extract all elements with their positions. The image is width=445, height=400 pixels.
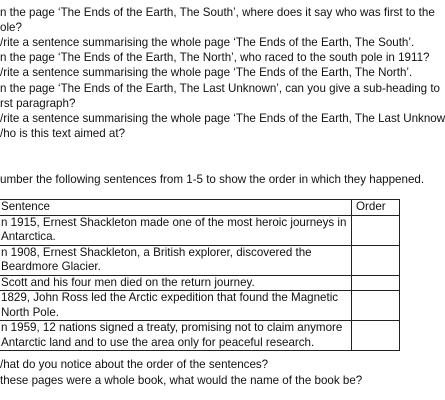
order-cell[interactable] (352, 275, 400, 291)
table-row (0, 321, 400, 351)
sentence-cell: Scott and his four men died on the return journey. (1, 275, 255, 289)
question-summarise-south: /rite a sentence summarising the whole page ‘The Ends of the Earth, The South’. (0, 36, 415, 49)
question-audience: /ho is this text aimed at? (0, 127, 126, 140)
question-summarise-last-unknown: /rite a sentence summarising the whole page ‘The Ends of the Earth, The Last Unknow (0, 112, 445, 125)
sentence-cell: n 1915, Ernest Shackleton made one of the most heroic journeys in Antarctica. (1, 215, 347, 243)
sentence-cell: n 1908, Ernest Shackleton, a British explorer, discovered the Beardmore Glacier. (1, 245, 312, 273)
table-row (0, 275, 400, 291)
order-cell[interactable] (352, 245, 400, 275)
table-row (0, 245, 400, 275)
question-subheading-line-2: rst paragraph? (0, 97, 76, 110)
table-row (0, 215, 400, 245)
sentence-cell: 1829, John Ross led the Arctic expedition that found the Magnetic North Pole. (1, 291, 339, 319)
order-table (0, 199, 400, 351)
question-summarise-north: /rite a sentence summarising the whole page ‘The Ends of the Earth, The North’. (0, 66, 413, 79)
question-book-name: these pages were a whole book, what would the name of the book be? (0, 374, 363, 387)
question-order-instructions: umber the following sentences from 1-5 to show the order in which they happened. (0, 173, 425, 186)
question-first-to-pole-line-2: ole? (0, 21, 22, 34)
question-subheading-line-1: n the page ‘The Ends of the Earth, The Last Unknown’, can you give a sub-heading to (0, 82, 440, 95)
order-cell[interactable] (352, 215, 400, 245)
column-header-order: Order (352, 200, 400, 216)
order-cell[interactable] (352, 321, 400, 351)
order-cell[interactable] (352, 291, 400, 321)
column-header-sentence: Sentence (0, 200, 352, 216)
question-first-to-pole-line-1: n the page ‘The Ends of the Earth, The South’, where does it say who was first to the (0, 6, 435, 19)
table-header-row (0, 200, 400, 216)
sentence-cell: n 1959, 12 nations signed a treaty, promising not to claim anymore Antarctic land and to use the area only for peaceful research. (1, 321, 343, 349)
table-row (0, 291, 400, 321)
question-notice-order: /hat do you notice about the order of the sentences? (0, 358, 269, 371)
question-race-1911: n the page ‘The Ends of the Earth, The North’, who raced to the south pole in 1911? (0, 51, 430, 64)
